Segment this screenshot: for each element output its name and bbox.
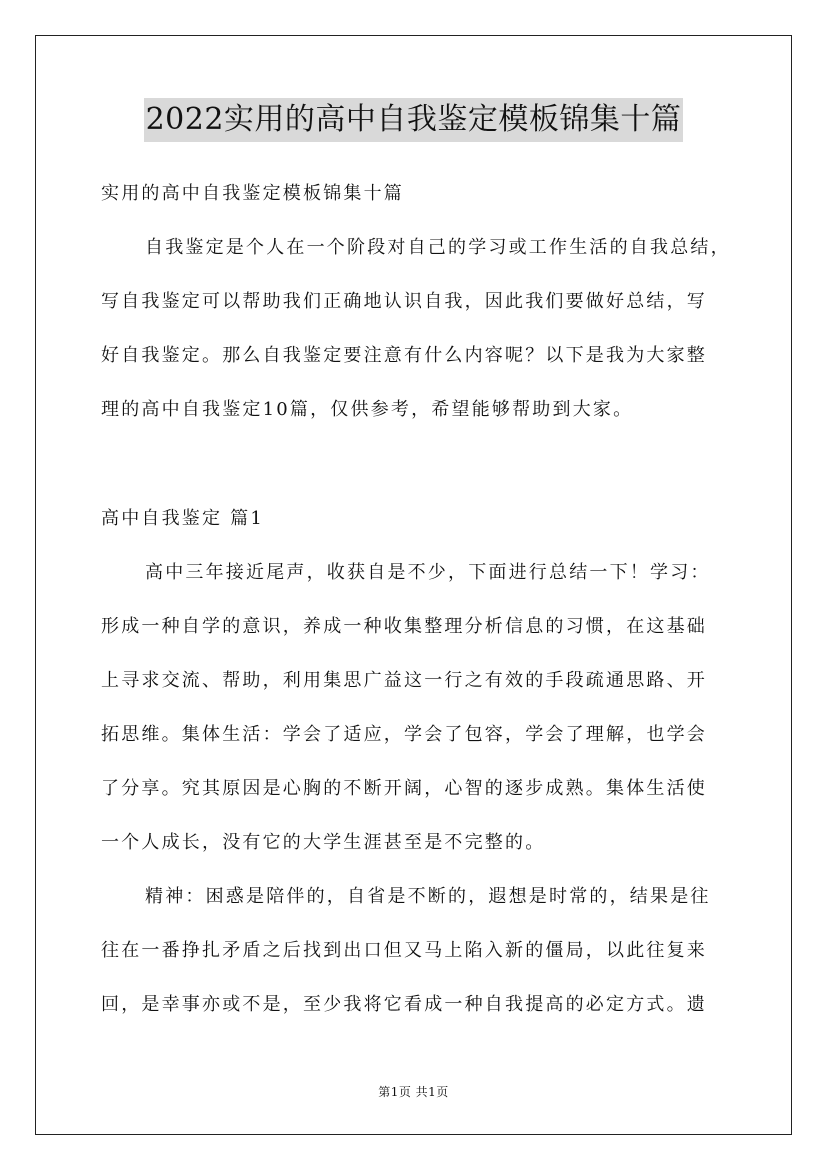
document-title-text: 2022实用的高中自我鉴定模板锦集十篇: [144, 98, 684, 142]
paragraph-line: 回，是幸事亦或不是，至少我将它看成一种自我提高的必定方式。遗: [101, 994, 707, 1015]
page-footer: 第1页 共1页: [378, 1085, 449, 1099]
paragraph-line: 拓思维。集体生活：学会了适应，学会了包容，学会了理解，也学会: [101, 724, 707, 745]
paragraph-line: 高中三年接近尾声，收获自是不少，下面进行总结一下！学习：: [145, 562, 711, 583]
paragraph-line: 上寻求交流、帮助，利用集思广益这一行之有效的手段疏通思路、开: [101, 670, 707, 691]
intro-line: 自我鉴定是个人在一个阶段对自己的学习或工作生活的自我总结，: [145, 237, 731, 258]
document-title: [0, 98, 827, 142]
intro-line: 好自我鉴定。那么自我鉴定要注意有什么内容呢？以下是我为大家整: [101, 345, 707, 366]
document-subtitle: 实用的高中自我鉴定模板锦集十篇: [101, 183, 404, 204]
section-heading: 高中自我鉴定 篇1: [101, 508, 264, 529]
paragraph-line: 往在一番挣扎矛盾之后找到出口但又马上陷入新的僵局，以此往复来: [101, 940, 707, 961]
intro-line: 写自我鉴定可以帮助我们正确地认识自我，因此我们要做好总结，写: [101, 291, 707, 312]
paragraph-line: 形成一种自学的意识，养成一种收集整理分析信息的习惯，在这基础: [101, 616, 707, 637]
paragraph-line: 精神：困惑是陪伴的，自省是不断的，遐想是时常的，结果是往: [145, 886, 711, 907]
paragraph-line: 一个人成长，没有它的大学生涯甚至是不完整的。: [101, 832, 546, 853]
intro-line: 理的高中自我鉴定10篇，仅供参考，希望能够帮助到大家。: [101, 399, 634, 420]
paragraph-line: 了分享。究其原因是心胸的不断开阔，心智的逐步成熟。集体生活使: [101, 778, 707, 799]
